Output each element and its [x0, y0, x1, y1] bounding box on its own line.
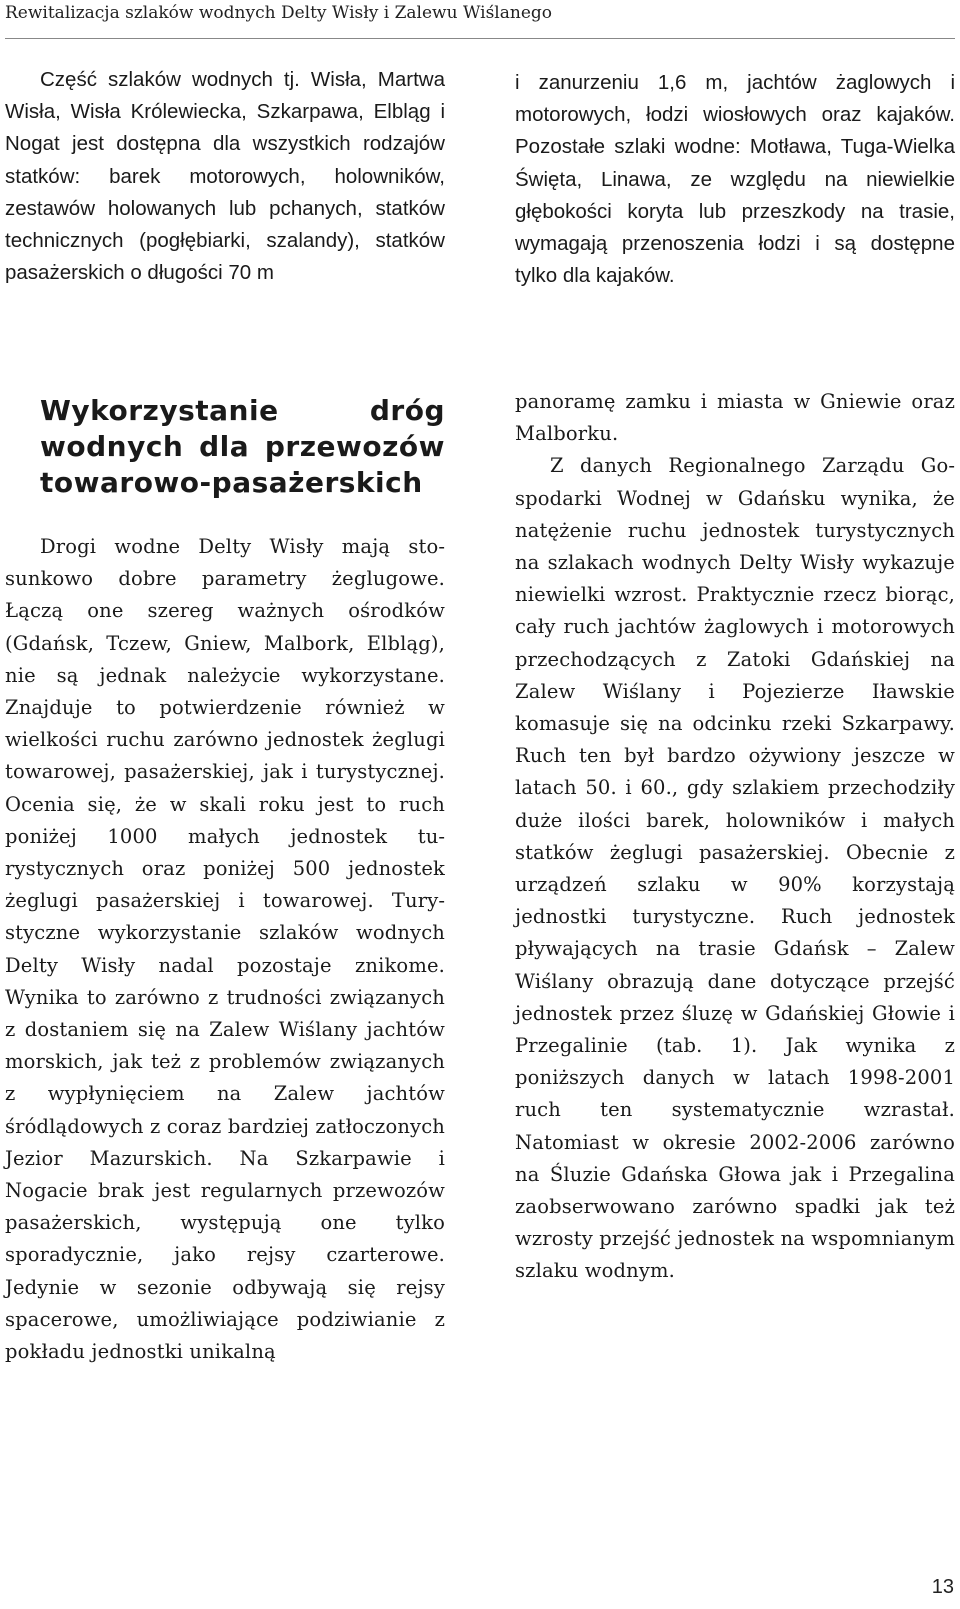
- body-paragraph-right: Z danych Regionalnego Zarządu Gospodarki Wodnej w Gdańsku wynika, że natężenie ruchu jednostek turystycznych na szlakach wodnych Delty Wisły wykazuje niewielki wzrost. Praktycznie rzecz biorąc, cały ruch jachtów żaglowych i motorowych przechodzących z Zatoki Gdańskiej na Zalew Wiślany i Pojezierze Iławskie komasuje się na odcinku rzeki Szkarpawy. Ruch ten był bardzo ożywiony jeszcze w latach 50. i 60., gdy szlakiem przechodziły duże ilości barek, holowników i małych statków żeglugi pasażerskiej. Obecnie z urządzeń szlaku w 90% korzystają jednostki turystyczne. Ruch jednostek pływających na trasie Gdańsk – Zalew Wiślany obrazują dane dotyczące przejść jednostek przez śluzę w Gdańskiej Głowie i Przegalinie (tab. 1). Jak wynika z poniższych danych w latach 1998-2001 ruch ten systematycznie wzrastał. Natomiast w okresie 2002-2006 zarówno na Śluzie Gdańska Głowa jak i Przegalina zaobserwowano zarówno spadki jak też wzrosty przejść jednostek na wspomnianym szlaku wodnym.: [515, 454, 955, 1283]
- intro-paragraph-left: Część szlaków wodnych tj. Wisła, Martwa Wisła, Wisła Królewiecka, Szkarpawa, Elbląg i Nogat jest dostępna dla wszystkich rodzajów statków: barek motorowych, holowników, zestawów holowanych lub pchanych, statków technicznych (pogłębiarki, szalandy), statków pasażerskich o długości 70 m: [5, 68, 445, 285]
- top-right-column: [515, 67, 955, 292]
- body-paragraph-right-continuation: panoramę zamku i miasta w Gniewie oraz Malborku.: [515, 390, 955, 446]
- section-heading: Wykorzystanie dróg wodnych dla przewozów towarowo-pasażerskich: [40, 394, 445, 499]
- body-right-column: [515, 386, 955, 1288]
- body-paragraph-left: Drogi wodne Delty Wisły mają stosunkowo dobre parametry żeglugowe. Łączą one szereg ważnych ośrodków (Gdańsk, Tczew, Gniew, Malbork, Elbląg), nie są jednak należycie wykorzystane. Znajduje to potwierdzenie również w wielkości ruchu zarówno jednostek żeglugi towarowej, pasażerskiej, jak i turystycznej. Ocenia się, że w skali roku jest to ruch poniżej 1000 małych jednostek turystycznych oraz poniżej 500 jednostek żeglugi pasażerskiej i towarowej. Turystyczne wykorzystanie szlaków wodnych Delty Wisły nadal pozostaje znikome. Wynika to zarówno z trudności związanych z dostaniem się na Zalew Wiślany jachtów morskich, jak też z problemów związanych z wypłynięciem na Zalew jachtów śródlądowych z coraz bardziej zatłoczonych Jezior Mazurskich. Na Szkarpawie i Nogacie brak jest regularnych przewozów pasażerskich, występują one tylko sporadycznie, jako rejsy czarterowe. Jedynie w sezonie odbywają się rejsy spacerowe, umożliwiające podziwianie z pokładu jednostki unikalną: [5, 535, 445, 1364]
- intro-paragraph-right: i zanurzeniu 1,6 m, jachtów żaglowych i motorowych, łodzi wiosłowych oraz kajaków. Pozostałe szlaki wodne: Motława, Tuga-Wielka Święta, Linawa, ze względu na niewielkie głębokości koryta lub przeszkody na trasie, wymagają przenoszenia łodzi i są dostępne tylko dla kajaków.: [515, 71, 955, 288]
- top-left-column: [5, 64, 445, 289]
- header-divider: [5, 38, 955, 39]
- body-left-column: [5, 531, 445, 1368]
- running-header-title: Rewitalizacja szlaków wodnych Delty Wisły i Zalewu Wiślanego: [5, 3, 552, 23]
- page-number: 13: [931, 1576, 954, 1598]
